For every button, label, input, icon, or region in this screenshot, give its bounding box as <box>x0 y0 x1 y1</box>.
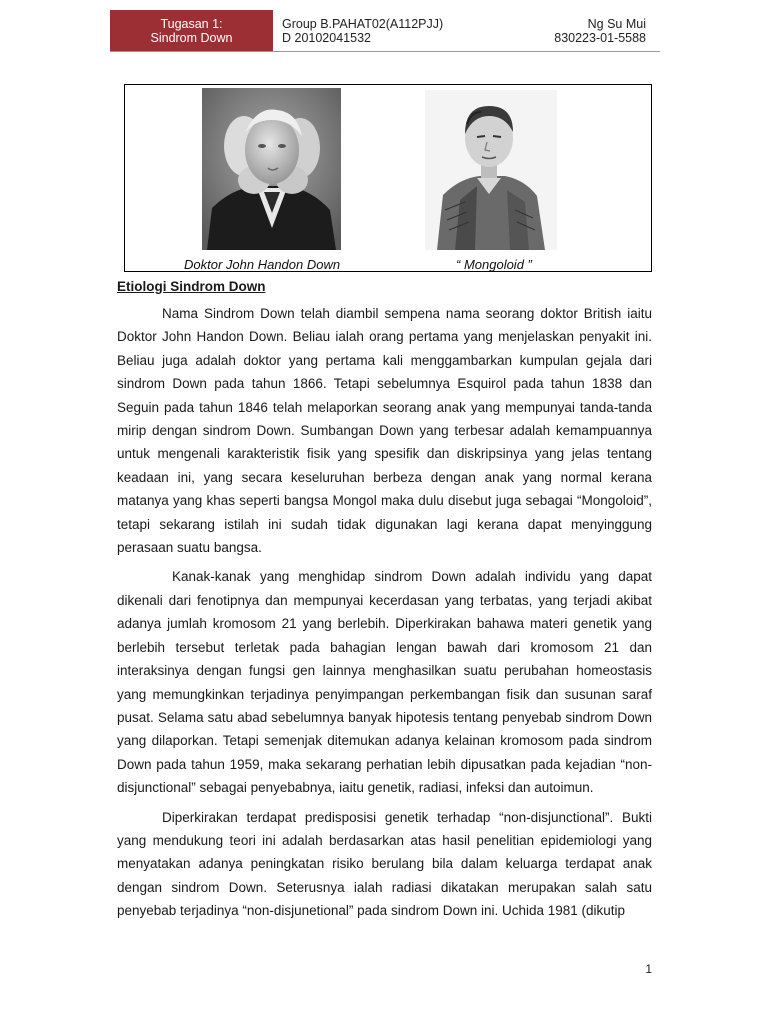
group-code: Group B.PAHAT02(A112PJJ) <box>282 16 444 31</box>
sketch-illustration <box>425 90 557 250</box>
assignment-title-line2: Sindrom Down <box>150 30 233 45</box>
main-content <box>117 278 652 929</box>
assignment-title-line1: Tugasan 1: <box>160 16 223 31</box>
page-header <box>110 10 660 52</box>
page-number: 1 <box>645 962 652 976</box>
portrait-photo-john-down <box>202 88 341 250</box>
student-id: D 20102041532 <box>282 30 371 45</box>
figure-box <box>124 84 652 272</box>
paragraph-1: Nama Sindrom Down telah diambil sempena nama seorang doktor British iaitu Doktor John Handon Down. Beliau ialah orang pertama yang menjelaskan penyakit ini. Beliau juga adalah doktor yang pertama kali menggambarkan kumpulan gejala dari sindrom Down pada tahun 1866. Tetapi sebelumnya Esquirol pada tahun 1838 dan Seguin pada tahun 1846 telah melaporkan seorang anak yang mempunyai tanda-tanda mirip dengan sindrom Down. Sumbangan Down yang terbesar adalah kemampuannya untuk mengenali karakteristik fisik yang spesifik dan diskripsinya yang jelas tentang keadaan ini, yang secara keseluruhan berbeza dengan anak yang normal kerana matanya yang khas seperti bangsa Mongol maka dulu disebut juga sebagai “Mongoloid”, tetapi sekarang istilah ini sudah tidak digunakan lagi kerana dapat menyinggung perasaan suatu bangsa. <box>117 306 652 556</box>
student-name: Ng Su Mui <box>587 16 646 31</box>
paragraph-3: Diperkirakan terdapat predisposisi genetik terhadap “non-disjunctional”. Bukti yang mendukung teori ini adalah berdasarkan atas hasil penelitian epidemiologi yang menyatakan adanya peningkatan risiko berulang bila dalam keluarga terdapat anak dengan sindrom Down. Seterusnya ialah radiasi dikatakan merupakan salah satu penyebab terjadinya “non-disjunetional” pada sindrom Down ini. Uchida 1981 (dikutip <box>117 809 652 919</box>
paragraph-2: Kanak-kanak yang menghidap sindrom Down adalah individu yang dapat dikenali dari fenotipnya dan mempunyai kecerdasan yang terbatas, yang terjadi akibat adanya jumlah kromosom 21 yang berlebih. Diperkirakan bahawa materi genetik yang berlebih tersebut terletak pada bahagian lengan bawah dari kromosom 21 dan interaksinya dengan fungsi gen lainnya menghasilkan suatu perubahan homeostasis yang memungkinkan terjadinya penyimpangan perkembangan fisik dan susunan saraf pusat. Selama satu abad sebelumnya banyak hipotesis tentang penyebab sindrom Down yang dilaporkan. Tetapi semenjak ditemukan adanya kelainan kromosom pada sindrom Down pada tahun 1959, maka sekarang perhatian lebih dipusatkan pada kejadian “non-disjunctional” sebagai penyebabnya, iaitu genetik, radiasi, infeksi dan autoimun. <box>117 569 652 796</box>
section-heading: Etiologi Sindrom Down <box>117 279 266 294</box>
portrait-illustration <box>202 88 341 250</box>
student-ic-number: 830223-01-5588 <box>554 30 646 45</box>
assignment-title-block <box>110 10 273 51</box>
group-info <box>273 10 486 51</box>
caption-john-down: Doktor John Handon Down <box>184 257 341 272</box>
portrait-sketch-mongoloid <box>425 90 557 250</box>
student-info <box>486 10 660 51</box>
caption-mongoloid: “ Mongoloid ” <box>456 257 532 272</box>
